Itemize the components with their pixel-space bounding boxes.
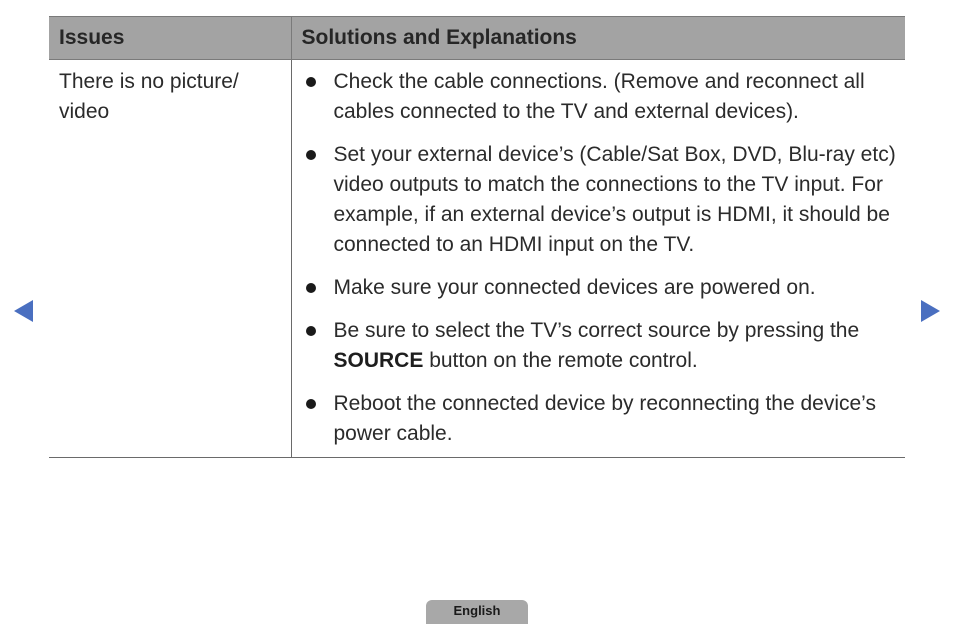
solution-text: Check the cable connections. (Remove and reconnect all cables connected to the TV and external devices). [333,70,865,123]
solution-item [292,316,906,376]
bullet-icon [306,326,316,336]
table-header-row [49,17,905,60]
troubleshooting-table [49,16,905,458]
bullet-icon [306,150,316,160]
solution-cell [291,60,905,458]
solution-text: Be sure to select the TV’s correct source by pressing the [333,319,860,342]
source-button-label: SOURCE [333,349,424,372]
issue-cell: There is no picture/ video [49,60,291,458]
table-row [49,60,905,458]
column-header-issues: Issues [49,17,291,60]
language-tab[interactable]: English [426,600,528,624]
bullet-icon [306,77,316,87]
bullet-icon [306,399,316,409]
solution-item [292,67,906,127]
column-header-solutions: Solutions and Explanations [291,17,905,60]
solution-text: Reboot the connected device by reconnecting the device’s power cable. [333,392,876,445]
previous-page-arrow-icon[interactable] [14,300,33,322]
solution-item [292,273,906,303]
bullet-icon [306,283,316,293]
solution-text: Make sure your connected devices are powered on. [333,276,816,299]
solution-item [292,140,906,260]
next-page-arrow-icon[interactable] [921,300,940,322]
solution-item [292,389,906,449]
solution-text: Set your external device’s (Cable/Sat Box, DVD, Blu-ray etc) video outputs to match the connections to the TV input. For example, if an external device’s output is HDMI, it should be connected to an HDMI input on the TV. [333,143,896,256]
solution-text-continued: button on the remote control. [423,349,698,372]
solution-list [292,60,906,457]
